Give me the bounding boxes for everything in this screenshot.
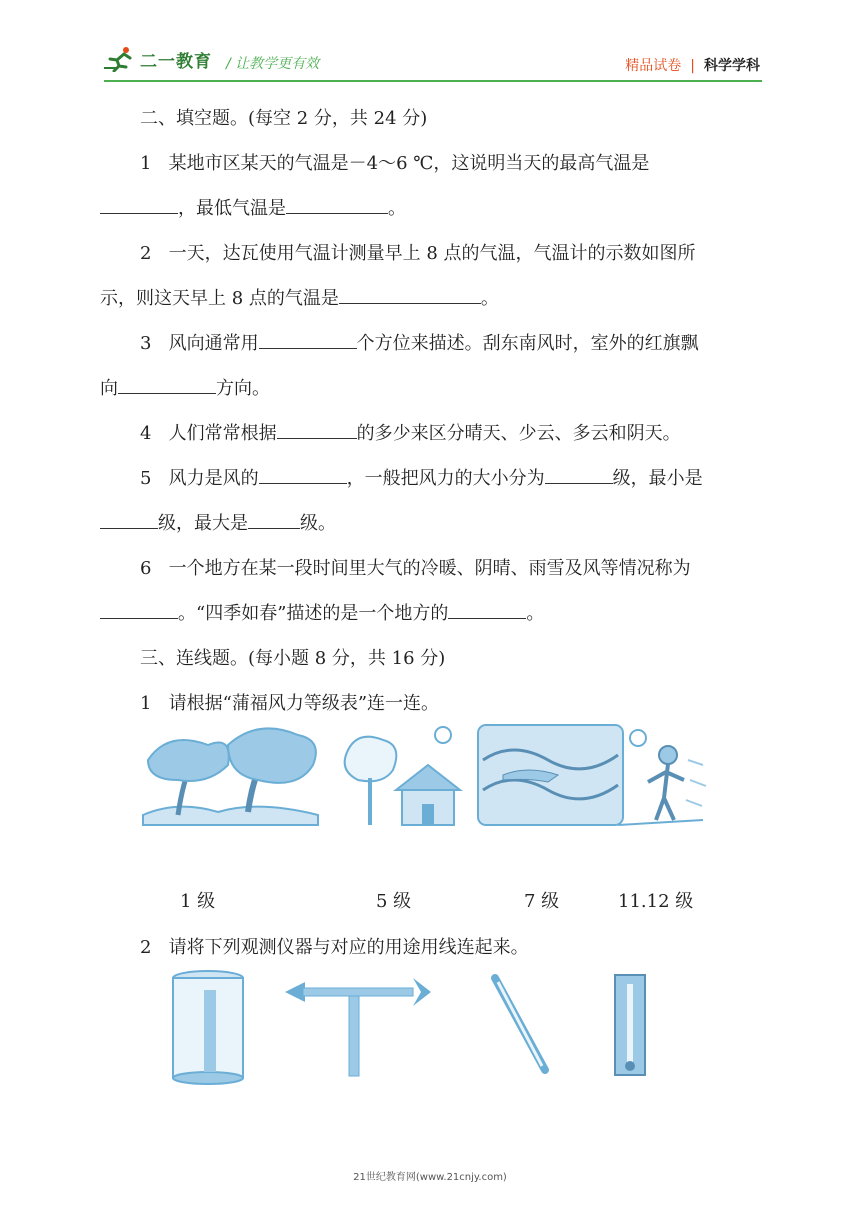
question-3-cont: 向 方向。 (100, 378, 270, 399)
question-3: 3 风向通常用 个方位来描述。刮东南风时，室外的红旗飘 (140, 333, 699, 354)
rain-gauge-icon[interactable] (173, 971, 243, 1084)
section-title: 二、填空题。(每空 2 分，共 24 分) (140, 108, 428, 129)
logo (104, 46, 212, 72)
question-5-cont: 级，最大是 级。 (100, 501, 762, 546)
question-4: 4 人们常常根据 的多少来区分晴天、少云、多云和阴天。 (140, 423, 681, 444)
wind-scale-pictures (138, 720, 708, 835)
tree-house-sun-illustration[interactable] (345, 727, 460, 825)
answer-blank[interactable] (286, 197, 388, 214)
logo-text: 二一教育 (140, 51, 212, 72)
question-1: 1 某地市区某天的气温是－4～6 ℃，这说明当天的最高气温是 (140, 153, 650, 174)
header-divider (104, 80, 762, 82)
answer-blank[interactable] (339, 287, 481, 304)
page-header (0, 0, 860, 90)
answer-blank[interactable] (100, 197, 178, 214)
thermometer-icon[interactable] (495, 978, 545, 1070)
answer-blank[interactable] (259, 332, 357, 349)
matching-question-2: 2 请将下列观测仪器与对应的用途用线连起来。 (140, 937, 529, 958)
wind-level-label: 1 级 (180, 891, 216, 912)
section-title: 三、连线题。(每小题 8 分，共 16 分) (140, 648, 446, 669)
wind-vane-icon[interactable] (285, 978, 431, 1076)
question-2-cont: 示，则这天早上 8 点的气温是 。 (100, 288, 499, 309)
answer-blank[interactable] (448, 602, 526, 619)
wind-level-label: 7 级 (524, 891, 560, 912)
wind-level-label: 5 级 (376, 891, 412, 912)
storm-trees-illustration[interactable] (143, 728, 318, 825)
instruments-row (170, 970, 670, 1085)
rough-sea-illustration[interactable] (478, 725, 623, 825)
wall-thermometer-icon[interactable] (615, 975, 645, 1075)
runner-logo-icon (104, 46, 136, 72)
question-6-cont: 。“四季如春”描述的是一个地方的 。 (100, 591, 762, 636)
answer-blank[interactable] (100, 602, 178, 619)
fill-in-section (100, 96, 762, 726)
matching-question-1: 1 请根据“蒲福风力等级表”连一连。 (140, 693, 440, 714)
header-right (625, 55, 760, 75)
question-1-cont: ，最低气温是 。 (100, 186, 762, 231)
wind-level-label: 11.12 级 (618, 891, 694, 912)
header-subject: 科学学科 (704, 58, 760, 74)
question-6: 6 一个地方在某一段时间里大气的冷暖、阴晴、雨雪及风等情况称为 (140, 558, 691, 579)
answer-blank[interactable] (545, 467, 613, 484)
wind-level-labels (100, 887, 760, 917)
slogan: / 让教学更有效 (226, 56, 320, 72)
answer-blank[interactable] (277, 422, 357, 439)
answer-blank[interactable] (248, 512, 300, 529)
question-2: 2 一天，达瓦使用气温计测量早上 8 点的气温，气温计的示数如图所 (140, 243, 696, 264)
child-in-wind-illustration[interactable] (618, 730, 706, 825)
answer-blank[interactable] (259, 467, 347, 484)
answer-blank[interactable] (118, 377, 216, 394)
answer-blank[interactable] (100, 512, 158, 529)
header-label: 精品试卷 (625, 58, 682, 74)
question-5: 5 风力是风的 ，一般把风力的大小分为 级，最小是 (140, 468, 703, 489)
header-separator: | (690, 58, 695, 74)
page-footer: 21世纪教育网(www.21cnjy.com) (353, 1172, 507, 1183)
